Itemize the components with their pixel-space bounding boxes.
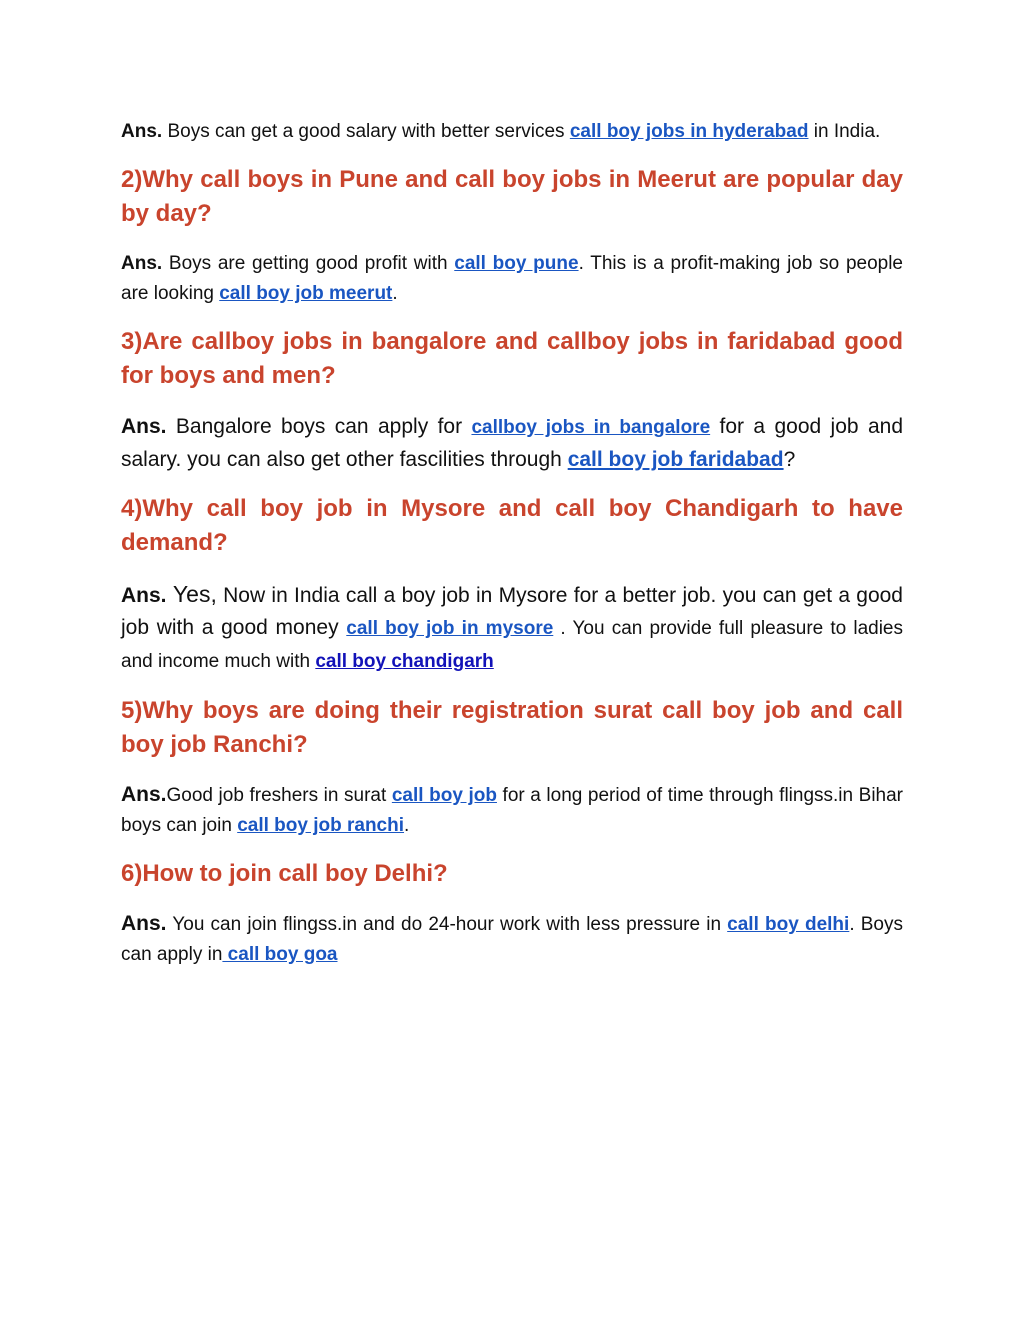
answer-1 xyxy=(121,117,903,147)
document-content xyxy=(121,117,903,982)
answer-text: . This is a profit-making job so people are looking xyxy=(121,253,903,304)
link-call-boy-job-meerut[interactable]: call boy job meerut xyxy=(219,283,393,304)
link-call-boy-job-mysore[interactable]: call boy job in mysore xyxy=(346,618,554,639)
answer-yes: Yes, xyxy=(166,581,217,607)
answer-text: . Boys can apply in xyxy=(121,914,903,965)
link-callboy-jobs-bangalore[interactable]: callboy jobs in bangalore xyxy=(471,417,711,438)
answer-lead: Ans. xyxy=(121,121,163,142)
answer-text: . xyxy=(392,283,398,304)
answer-text: for a long period of time through flingss.in Bihar boys can join xyxy=(121,785,904,836)
answer-2 xyxy=(121,249,903,309)
answer-lead: Ans. xyxy=(121,912,167,935)
answer-text: . You can provide full pleasure to ladies and income much with xyxy=(121,618,904,672)
answer-text: Bangalore boys can apply for xyxy=(166,415,472,438)
answer-text: for a good job and salary. you can also get other fascilities through xyxy=(121,415,903,471)
answer-text: Boys are getting good profit with xyxy=(162,253,455,274)
link-call-boy-job-ranchi[interactable]: call boy job ranchi xyxy=(237,815,405,836)
question-2-heading: 2)Why call boys in Pune and call boy jobs in Meerut are popular day by day? xyxy=(121,166,903,227)
question-6-heading: 6)How to join call boy Delhi? xyxy=(121,860,448,887)
question-4-heading: 4)Why call boy job in Mysore and call boy Chandigarh to have demand? xyxy=(121,495,903,556)
answer-lead: Ans. xyxy=(121,584,167,607)
answer-lead: Ans. xyxy=(121,783,167,806)
link-call-boy-jobs-hyderabad[interactable]: call boy jobs in hyderabad xyxy=(569,121,809,142)
answer-5 xyxy=(121,780,903,841)
answer-text: Good job freshers in surat xyxy=(166,785,392,806)
answer-lead: Ans. xyxy=(121,415,167,438)
link-call-boy-chandigarh[interactable]: call boy chandigarh xyxy=(315,651,494,672)
answer-text: ? xyxy=(783,448,796,471)
link-call-boy-job-surat[interactable]: call boy job xyxy=(391,785,497,806)
link-call-boy-pune[interactable]: call boy pune xyxy=(454,253,579,274)
link-call-boy-delhi[interactable]: call boy delhi xyxy=(727,914,850,935)
answer-4 xyxy=(121,578,903,678)
question-5-heading: 5)Why boys are doing their registration surat call boy job and call boy job Ranchi? xyxy=(121,697,903,758)
answer-text: in India. xyxy=(808,121,881,142)
answer-text: You can join flingss.in and do 24-hour work with less pressure in xyxy=(166,914,728,935)
answer-6 xyxy=(121,909,903,970)
answer-lead: Ans. xyxy=(121,253,163,274)
answer-3 xyxy=(121,411,903,476)
link-call-boy-goa[interactable]: call boy goa xyxy=(222,944,338,965)
answer-text: Boys can get a good salary with better services xyxy=(162,121,570,142)
link-call-boy-job-faridabad[interactable]: call boy job faridabad xyxy=(567,448,784,471)
answer-text: . xyxy=(404,815,410,836)
question-3-heading: 3)Are callboy jobs in bangalore and callboy jobs in faridabad good for boys and men? xyxy=(121,328,903,389)
answer-text: Now in India call a boy job in Mysore for a better job. you can get a good job with a good money xyxy=(121,584,903,639)
